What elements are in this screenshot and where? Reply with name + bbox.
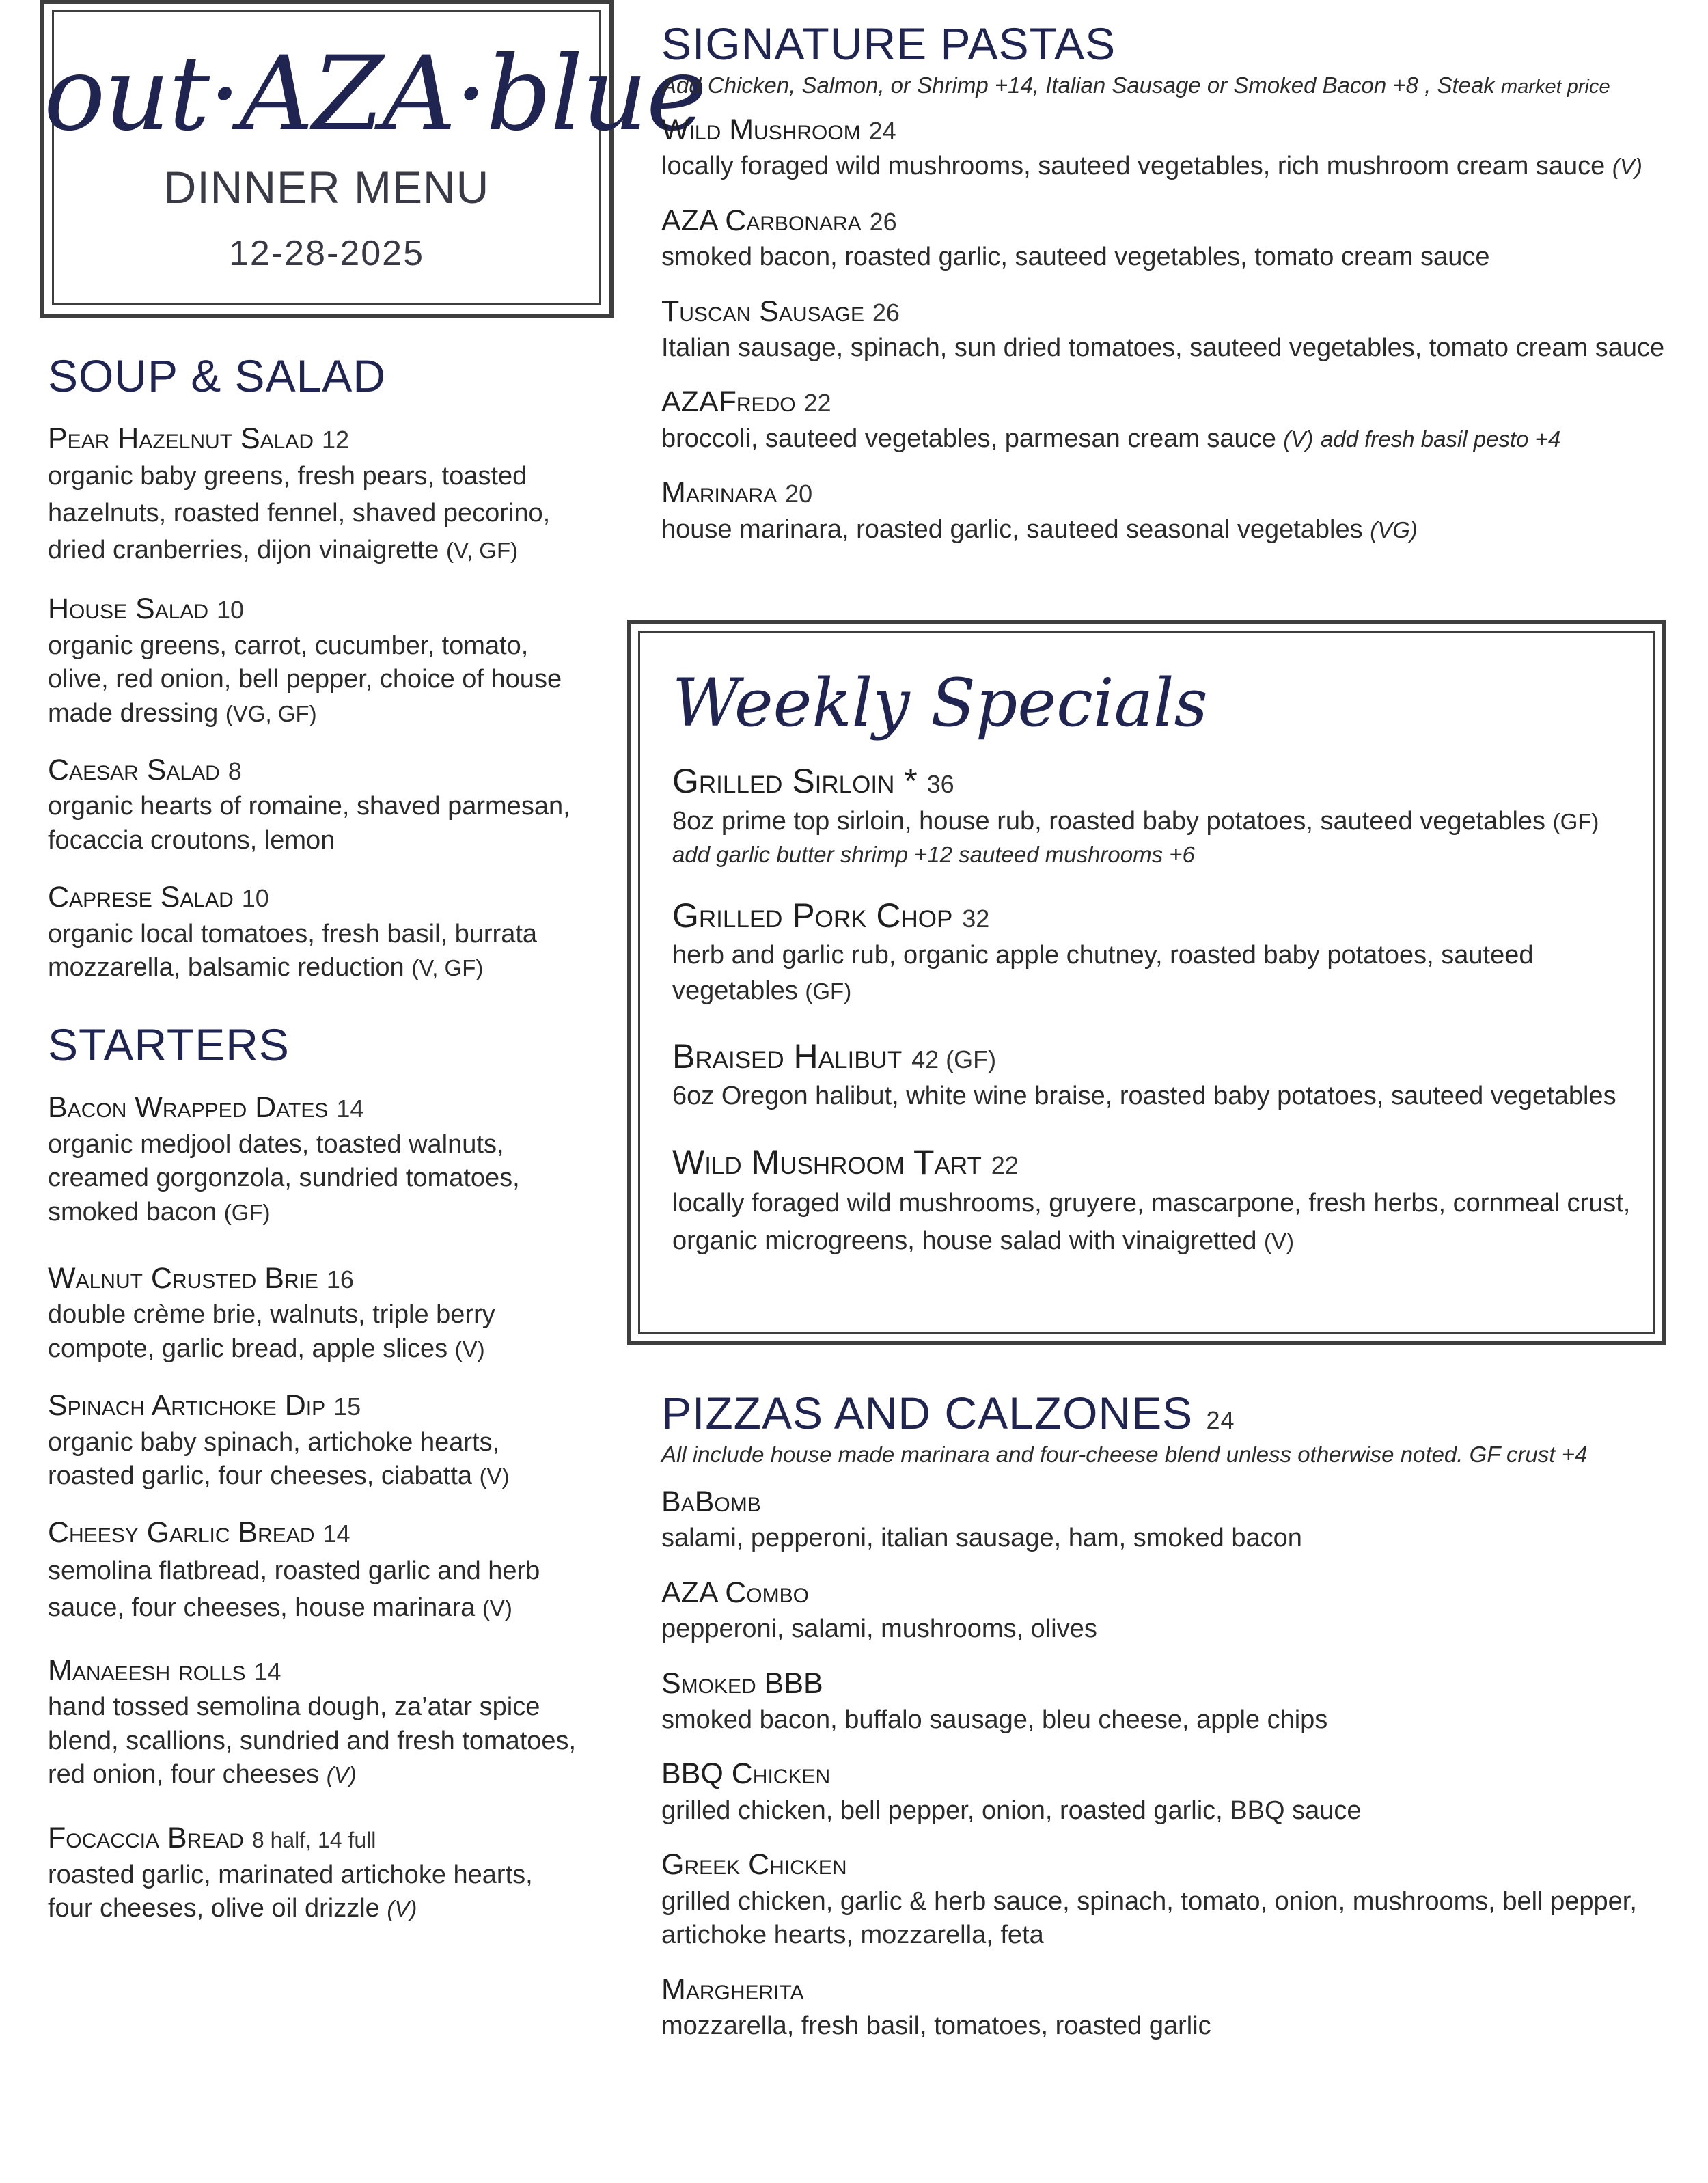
item-price: 22 <box>991 1151 1019 1179</box>
item-desc-text: 6oz Oregon halibut, white wine braise, roasted baby potatoes, sauteed vegetables <box>672 1082 1616 1111</box>
item-name: Smoked BBB <box>661 1666 823 1700</box>
item-name: Margherita <box>661 1973 804 2006</box>
item-price: 10 <box>241 884 269 913</box>
item-name <box>661 113 1693 147</box>
item-desc-text: organic baby greens, fresh pears, toasted hazelnuts, roasted fennel, shaved pecorino, dried cranberries, dijon vinaigrette <box>48 462 551 565</box>
dietary-tag: (V) <box>479 1464 510 1489</box>
item-desc-text: roasted garlic, marinated artichoke hearts, four cheeses, olive oil drizzle <box>48 1860 533 1923</box>
pastas-note-text: Add Chicken, Salmon, or Shrimp +14, Italian Sausage or Smoked Bacon +8 , Steak <box>661 72 1495 98</box>
item-description <box>661 422 1693 456</box>
pizzas-note: All include house made marinara and four-cheese blend unless otherwise noted. GF crust +4 <box>661 1442 1588 1467</box>
pizzas-list <box>661 1485 1700 2043</box>
item-price: 14 <box>336 1095 364 1123</box>
pastas-list <box>661 113 1693 547</box>
item-desc-text: locally foraged wild mushrooms, gruyere, mascarpone, fresh herbs, cornmeal crust, organic microgreens, house salad with vinaigretted <box>672 1189 1631 1256</box>
item-name <box>672 1143 1634 1183</box>
item-description <box>48 918 581 985</box>
item-name <box>48 1654 581 1688</box>
menu-item <box>672 896 1634 1008</box>
item-name <box>672 896 1634 936</box>
menu-item <box>48 881 581 985</box>
dietary-tag: (V) <box>1264 1228 1295 1254</box>
item-name <box>661 476 1693 510</box>
menu-date: 12-28-2025 <box>229 234 424 273</box>
item-price: 16 <box>326 1265 354 1293</box>
item-addons: add garlic butter shrimp +12 sauteed mushrooms +6 <box>672 841 1195 867</box>
item-description <box>48 629 581 730</box>
item-description <box>48 1426 581 1494</box>
dietary-tag: (V) <box>387 1896 417 1922</box>
item-description <box>48 1690 581 1791</box>
item-name <box>48 881 581 914</box>
menu-item <box>672 762 1634 868</box>
menu-item <box>661 385 1693 456</box>
item-price: 42 (GF) <box>911 1045 997 1073</box>
item-desc-text: smoked bacon, roasted garlic, sauteed vegetables, tomato cream sauce <box>661 243 1490 272</box>
item-name: Greek Chicken <box>661 1848 847 1882</box>
dietary-tag: (V) <box>1283 426 1314 452</box>
menu-item <box>661 295 1693 366</box>
item-description: pepperoni, salami, mushrooms, olives <box>661 1615 1097 1644</box>
item-description <box>661 150 1693 183</box>
dietary-tag: (V, GF) <box>411 955 484 980</box>
menu-item <box>661 476 1693 547</box>
item-desc-text: organic hearts of romaine, shaved parmesan, focaccia croutons, lemon <box>48 792 570 855</box>
menu-item <box>48 1516 581 1626</box>
item-name <box>48 1262 581 1295</box>
item-description <box>48 1298 581 1366</box>
specials-title: Weekly Specials <box>672 665 1208 741</box>
item-description <box>661 513 1693 547</box>
item-name <box>661 295 1693 329</box>
menu-item <box>48 422 581 569</box>
item-name: AZA Combo <box>661 1576 809 1609</box>
item-description: salami, pepperoni, italian sausage, ham, smoked bacon <box>661 1524 1302 1553</box>
item-name-text: Wild Mushroom <box>661 113 861 146</box>
item-name <box>48 1822 581 1855</box>
dietary-tag: (V) <box>326 1761 357 1787</box>
item-name-text: Grilled Sirloin * <box>672 762 918 800</box>
item-name-text: Focaccia Bread <box>48 1822 244 1855</box>
item-desc-text: herb and garlic rub, organic apple chutney, roasted baby potatoes, sauteed vegetables <box>672 941 1534 1005</box>
item-name-text: Caesar Salad <box>48 753 220 786</box>
pastas-title: SIGNATURE PASTAS <box>661 18 1116 69</box>
menu-item <box>661 1485 1700 1556</box>
menu-item <box>48 1654 581 1792</box>
item-name-text: AZA Carbonara <box>661 204 862 237</box>
item-name-text: Bacon Wrapped Dates <box>48 1091 329 1125</box>
item-description <box>661 331 1693 365</box>
item-name <box>48 1389 581 1423</box>
item-desc-text: semolina flatbread, roasted garlic and herb sauce, four cheeses, house marinara <box>48 1556 540 1622</box>
item-desc-text: Italian sausage, spinach, sun dried tomatoes, sauteed vegetables, tomato cream sauce <box>661 333 1665 363</box>
weekly-specials-box <box>627 620 1666 1345</box>
item-description <box>672 804 1634 839</box>
specials-content <box>672 665 1634 1260</box>
item-name-text: Braised Halibut <box>672 1036 903 1075</box>
item-desc-text: organic local tomatoes, fresh basil, burrata mozzarella, balsamic reduction <box>48 919 538 982</box>
pizzas-section <box>661 1387 1700 2043</box>
item-price: 8 <box>228 756 242 785</box>
menu-item <box>661 1576 1700 1647</box>
item-price: 20 <box>785 480 813 508</box>
item-desc-text: hand tossed semolina dough, za’atar spice blend, scallions, sundried and fresh tomatoes, red onion, four cheeses <box>48 1692 577 1789</box>
dietary-tag: (GF) <box>805 978 852 1004</box>
menu-item <box>48 1091 581 1229</box>
menu-item <box>672 1037 1634 1114</box>
item-name-text: Cheesy Garlic Bread <box>48 1516 315 1550</box>
menu-item <box>48 1262 581 1366</box>
dietary-tag: (V, GF) <box>445 538 519 564</box>
item-price: 14 <box>253 1657 281 1686</box>
item-name <box>48 422 581 456</box>
item-name-text: Spinach Artichoke Dip <box>48 1389 326 1423</box>
dietary-tag: (V) <box>1612 154 1642 180</box>
item-description: smoked bacon, buffalo sausage, bleu cheese, apple chips <box>661 1705 1328 1735</box>
item-desc-text: house marinara, roasted garlic, sauteed seasonal vegetables <box>661 514 1363 544</box>
menu-item <box>672 1143 1634 1261</box>
item-name-text: AZAFredo <box>661 385 796 419</box>
menu-item <box>48 1822 581 1925</box>
menu-item <box>661 204 1693 275</box>
restaurant-logo: out·AZA·blue <box>44 35 706 154</box>
item-price: 36 <box>926 770 954 798</box>
item-price: 12 <box>322 426 350 454</box>
item-description: mozzarella, fresh basil, tomatoes, roasted garlic <box>661 2011 1211 2040</box>
item-desc-text: locally foraged wild mushrooms, sauteed vegetables, rich mushroom cream sauce <box>661 152 1606 181</box>
item-name <box>48 754 581 787</box>
item-price: 24 <box>868 117 896 145</box>
dietary-tag: (GF) <box>1552 808 1599 834</box>
logo-box <box>40 0 706 318</box>
item-name <box>672 1037 1634 1077</box>
item-name-text: Manaeesh rolls <box>48 1653 246 1687</box>
menu-item <box>661 1973 1700 2044</box>
dietary-tag: (GF) <box>223 1199 271 1225</box>
item-price: 26 <box>869 207 897 236</box>
item-description: grilled chicken, bell pepper, onion, roasted garlic, BBQ sauce <box>661 1796 1362 1825</box>
starters-title: STARTERS <box>48 1019 290 1071</box>
item-price: 10 <box>217 596 245 624</box>
item-price: 26 <box>872 298 900 327</box>
item-name <box>48 592 581 626</box>
menu-item <box>48 592 581 730</box>
dietary-tag: (V) <box>482 1595 512 1621</box>
item-description <box>48 1858 581 1926</box>
item-price: 32 <box>962 904 990 933</box>
dietary-tag: (V) <box>454 1336 485 1362</box>
item-name-text: Grilled Pork Chop <box>672 896 953 935</box>
soup-salad-title: SOUP & SALAD <box>48 351 386 401</box>
item-name: BBQ Chicken <box>661 1757 831 1791</box>
menu-item <box>48 754 581 857</box>
item-desc-text: broccoli, sauteed vegetables, parmesan cream sauce <box>661 424 1276 453</box>
item-name <box>661 204 1693 238</box>
item-description <box>48 1128 581 1229</box>
item-name-text: Tuscan Sausage <box>661 294 864 328</box>
menu-item <box>661 1667 1700 1738</box>
item-name <box>672 762 1634 801</box>
menu-item <box>661 113 1693 184</box>
pizzas-title <box>661 1387 1700 1439</box>
item-description <box>661 241 1693 274</box>
item-name-text: Pear Hazelnut Salad <box>48 422 314 455</box>
item-description <box>48 1553 581 1627</box>
item-price: 8 half, 14 full <box>251 1828 376 1853</box>
item-desc-text: 8oz prime top sirloin, house rub, roasted baby potatoes, sauteed vegetables <box>672 806 1546 836</box>
menu-subtitle: DINNER MENU <box>163 162 490 212</box>
item-desc-text: organic medjool dates, toasted walnuts, creamed gorgonzola, sundried tomatoes, smoked bacon <box>48 1129 520 1226</box>
item-price: 15 <box>333 1392 361 1421</box>
item-name-text: Marinara <box>661 476 777 510</box>
item-name <box>48 1091 581 1125</box>
pastas-section <box>661 18 1693 547</box>
item-description: grilled chicken, garlic & herb sauce, spinach, tomato, onion, mushrooms, bell pepper, artichoke hearts, mozzarella, feta <box>661 1886 1637 1950</box>
starters-list <box>48 1091 581 1925</box>
item-desc-text: organic baby spinach, artichoke hearts, roasted garlic, four cheeses, ciabatta <box>48 1427 500 1490</box>
dietary-tag: (VG) <box>1370 517 1418 543</box>
item-name-text: Wild Mushroom Tart <box>672 1142 982 1181</box>
menu-item <box>661 1848 1700 1952</box>
item-name-text: Caprese Salad <box>48 881 234 914</box>
item-name-text: House Salad <box>48 592 209 626</box>
item-desc-text: double crème brie, walnuts, triple berry compote, garlic bread, apple slices <box>48 1300 495 1363</box>
item-description <box>48 458 581 569</box>
pizzas-price: 24 <box>1206 1406 1235 1434</box>
item-extra: add fresh basil pesto +4 <box>1320 426 1561 452</box>
item-price: 22 <box>803 389 831 417</box>
menu-item <box>48 1389 581 1493</box>
soup-salad-list <box>48 422 581 985</box>
pizzas-title-text: PIZZAS AND CALZONES <box>661 1388 1194 1438</box>
dietary-tag: (VG, GF) <box>225 700 317 726</box>
menu-item <box>661 1757 1700 1828</box>
item-name: BaBomb <box>661 1485 761 1518</box>
pastas-note-small: market price <box>1501 76 1610 98</box>
item-price: 14 <box>322 1520 350 1548</box>
item-description <box>672 1079 1634 1114</box>
item-desc-text: organic greens, carrot, cucumber, tomato, olive, red onion, bell pepper, choice of house made dressing <box>48 631 562 728</box>
left-column <box>48 350 581 1926</box>
item-name-text: Walnut Crusted Brie <box>48 1261 318 1295</box>
item-name <box>661 385 1693 419</box>
item-description <box>672 938 1634 1008</box>
item-description <box>672 1185 1634 1260</box>
item-name <box>48 1516 581 1550</box>
pastas-addons-note <box>661 72 1693 98</box>
item-description <box>48 790 581 857</box>
